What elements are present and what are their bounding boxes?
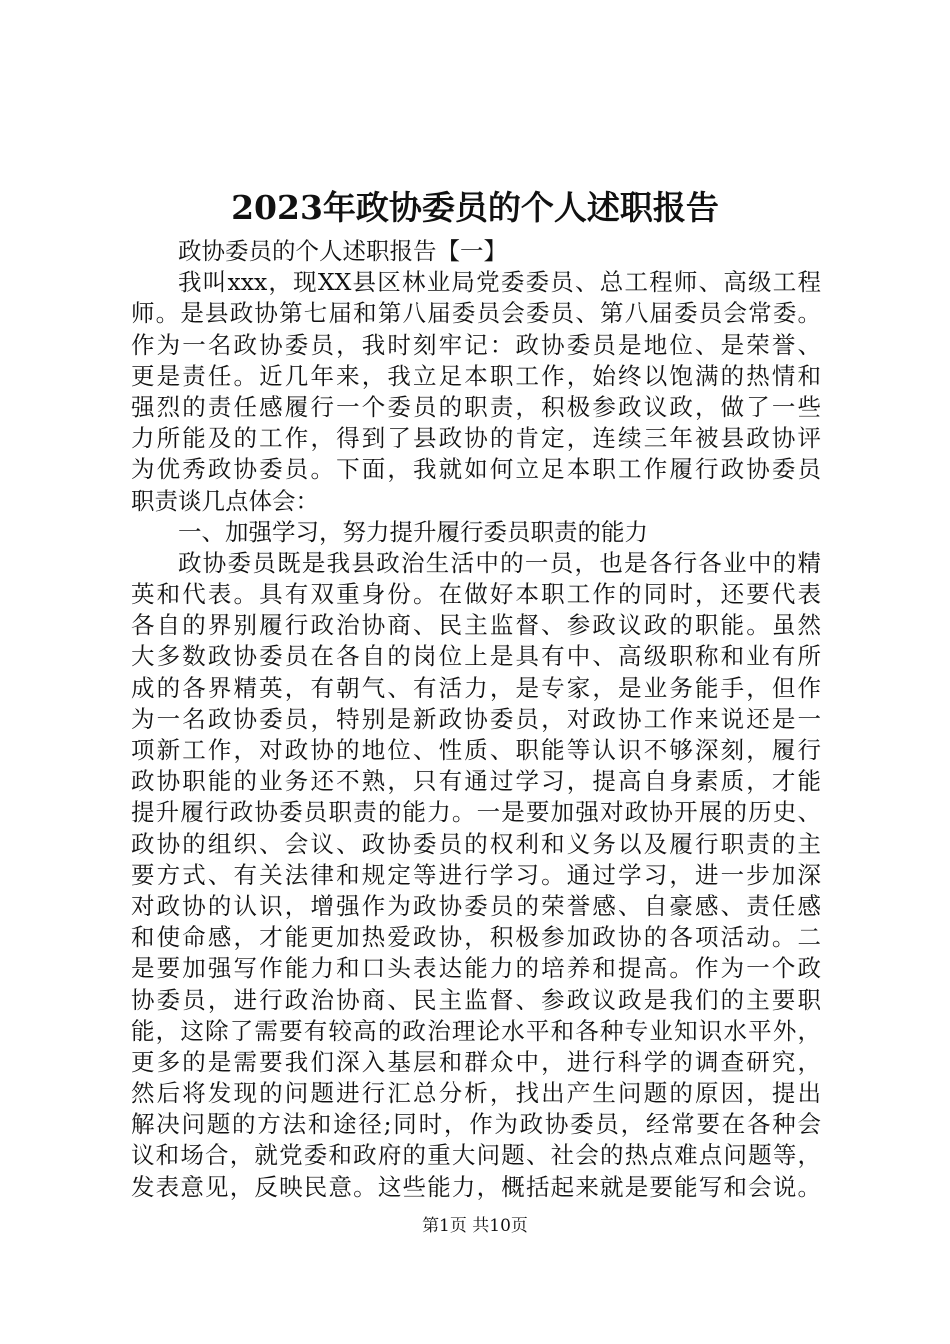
paragraph-line: 解决问题的方法和途径;同时，作为政协委员，经常要在各种会: [131, 1110, 821, 1139]
paragraph-line: 职责谈几点体会：: [131, 486, 319, 515]
paragraph-line: 师。是县政协第七届和第八届委员会委员、第八届委员会常委。: [131, 299, 821, 328]
paragraph-line: 议和场合，就党委和政府的重大问题、社会的热点难点问题等，: [131, 1141, 821, 1170]
paragraph-line: 要方式、有关法律和规定等进行学习。通过学习，进一步加深: [131, 860, 821, 889]
section-heading: 一、加强学习，努力提升履行委员职责的能力: [178, 517, 648, 546]
document-body: [131, 236, 821, 1203]
paragraph-line: 强烈的责任感履行一个委员的职责，积极参政议政，做了一些: [131, 392, 821, 421]
paragraph-line: 然后将发现的问题进行汇总分析，找出产生问题的原因，提出: [131, 1079, 821, 1108]
document-title: 2023年政协委员的个人述职报告: [231, 188, 719, 227]
page-number-footer: 第1页 共10页: [422, 1216, 528, 1236]
paragraph-line: 我叫xxx，现XX县区林业局党委委员、总工程师、高级工程: [178, 268, 821, 297]
paragraph-line: 成的各界精英，有朝气、有活力，是专家，是业务能手，但作: [131, 673, 821, 702]
paragraph-line: 发表意见，反映民意。这些能力，概括起来就是要能写和会说。: [131, 1172, 821, 1201]
paragraph-line: 政协职能的业务还不熟，只有通过学习，提高自身素质，才能: [131, 767, 821, 796]
paragraph-line: 协委员，进行政治协商、民主监督、参政议政是我们的主要职: [131, 985, 821, 1014]
paragraph-line: 政协的组织、会议、政协委员的权利和义务以及履行职责的主: [131, 829, 821, 858]
paragraph-line: 更多的是需要我们深入基层和群众中，进行科学的调查研究，: [131, 1047, 821, 1076]
paragraph-line: 和使命感，才能更加热爱政协，积极参加政协的各项活动。二: [131, 923, 821, 952]
paragraph-line: 提升履行政协委员职责的能力。一是要加强对政协开展的历史、: [131, 798, 821, 827]
paragraph-line: 政协委员既是我县政治生活中的一员，也是各行各业中的精: [178, 548, 821, 577]
paragraph-line: 是要加强写作能力和口头表达能力的培养和提高。作为一个政: [131, 954, 821, 983]
paragraph-line: 作为一名政协委员，我时刻牢记：政协委员是地位、是荣誉、: [131, 330, 821, 359]
paragraph-line: 更是责任。近几年来，我立足本职工作，始终以饱满的热情和: [131, 361, 821, 390]
paragraph-line: 为优秀政协委员。下面，我就如何立足本职工作履行政协委员: [131, 455, 821, 484]
paragraph-line: 英和代表。具有双重身份。在做好本职工作的同时，还要代表: [131, 580, 821, 609]
paragraph-line: 对政协的认识，增强作为政协委员的荣誉感、自豪感、责任感: [131, 891, 821, 920]
section-heading: 政协委员的个人述职报告【一】: [178, 237, 507, 265]
paragraph-line: 大多数政协委员在各自的岗位上是具有中、高级职称和业有所: [131, 642, 821, 671]
paragraph-line: 项新工作，对政协的地位、性质、职能等认识不够深刻，履行: [131, 736, 821, 764]
paragraph-line: 力所能及的工作，得到了县政协的肯定，连续三年被县政协评: [131, 424, 821, 453]
paragraph-line: 各自的界别履行政治协商、民主监督、参政议政的职能。虽然: [131, 611, 821, 640]
paragraph-line: 为一名政协委员，特别是新政协委员，对政协工作来说还是一: [131, 704, 821, 733]
paragraph-line: 能，这除了需要有较高的政治理论水平和各种专业知识水平外，: [131, 1016, 821, 1045]
